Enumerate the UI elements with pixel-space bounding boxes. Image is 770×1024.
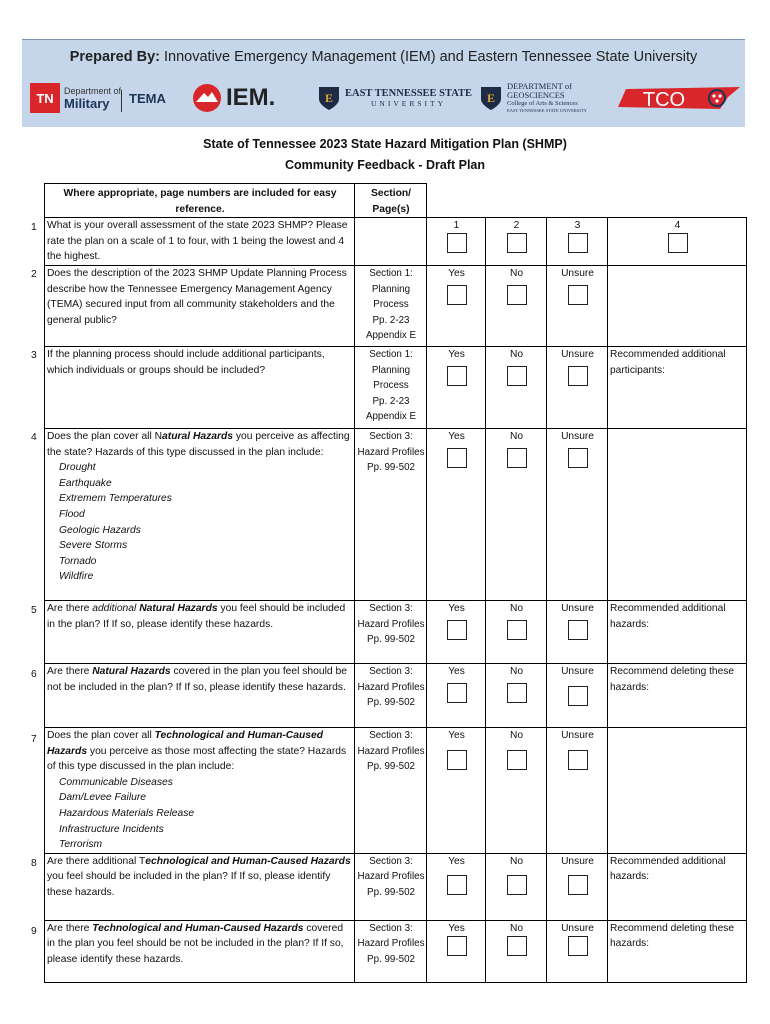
section-line: Hazard Profiles	[357, 681, 425, 693]
question-row-5	[45, 600, 747, 663]
no-label: No	[509, 430, 524, 442]
unsure-label: Unsure	[561, 665, 594, 677]
question-text: Does the description of the 2023 SHMP Update Planning Process describe how the Tennessee Emergency Management Agency (TEMA) secured input from all community stakeholders and the general public?	[45, 265, 355, 346]
unsure-label: Unsure	[561, 348, 594, 360]
question-row-2	[45, 265, 747, 346]
no-label: No	[509, 348, 524, 360]
yes-checkbox[interactable]	[447, 683, 467, 703]
no-checkbox[interactable]	[507, 936, 527, 956]
no-label: No	[509, 855, 524, 867]
section-cell	[355, 346, 427, 428]
yes-label: Yes	[448, 855, 465, 867]
geosciences-logo	[480, 78, 587, 118]
iem-mark-icon	[190, 82, 224, 114]
question-emphasis: Natural Hazards	[139, 602, 218, 614]
row-number-4: 4	[31, 432, 37, 443]
row-number-8: 8	[31, 858, 37, 869]
question-text-part: covered in the plan you feel should be not be included in the plan? If If so, please identify these hazards.	[47, 922, 344, 965]
question-text	[45, 853, 355, 920]
unsure-label: Unsure	[561, 602, 594, 614]
rating-3-cell	[547, 218, 608, 266]
yes-checkbox[interactable]	[447, 936, 467, 956]
question-text: What is your overall assessment of the state 2023 SHMP? Please rate the plan on a scale of 1 to four, with 1 being the lowest and 4 the highest.	[45, 218, 355, 266]
no-cell	[486, 600, 547, 663]
section-line: Hazard Profiles	[357, 871, 425, 883]
hazard-list-item: Extremem Temperatures	[59, 493, 172, 505]
yes-label: Yes	[448, 430, 465, 442]
no-checkbox[interactable]	[507, 750, 527, 770]
yes-cell	[427, 600, 486, 663]
unsure-cell	[547, 428, 608, 600]
question-text	[45, 428, 355, 600]
iem-logo	[190, 78, 275, 118]
hazard-list-item: Earthquake	[59, 477, 112, 489]
question-row-3	[45, 346, 747, 428]
no-label: No	[509, 267, 524, 279]
section-cell	[355, 663, 427, 727]
feedback-form-table	[44, 183, 747, 983]
question-text-part: Does the plan cover all	[47, 729, 155, 741]
no-label: No	[509, 602, 524, 614]
rating-3-checkbox[interactable]	[568, 233, 588, 253]
yes-cell	[427, 265, 486, 346]
yes-label: Yes	[448, 348, 465, 360]
unsure-cell	[547, 663, 608, 727]
hazard-list-item: Dam/Levee Failure	[59, 792, 146, 804]
tema-logo	[129, 78, 166, 118]
section-line: Process	[373, 299, 409, 311]
section-line: Pp. 99-502	[367, 761, 415, 773]
unsure-checkbox[interactable]	[568, 686, 588, 706]
question-text	[45, 600, 355, 663]
unsure-checkbox[interactable]	[568, 448, 588, 468]
question-text	[45, 920, 355, 982]
banner	[22, 40, 745, 127]
yes-cell	[427, 346, 486, 428]
hazard-list-item: Flood	[59, 508, 85, 520]
svg-text:E: E	[486, 91, 496, 105]
unsure-label: Unsure	[561, 855, 594, 867]
section-cell	[355, 265, 427, 346]
recommended-hazards-field[interactable]: Recommended additional hazards:	[608, 600, 747, 663]
recommended-hazards-field[interactable]: Recommended additional hazards:	[608, 853, 747, 920]
yes-cell	[427, 853, 486, 920]
yes-cell	[427, 663, 486, 727]
no-label: No	[509, 729, 524, 741]
yes-checkbox[interactable]	[447, 285, 467, 305]
section-cell	[355, 727, 427, 853]
svg-text:E: E	[324, 91, 334, 105]
logo-divider	[121, 90, 122, 112]
section-line: Section 1:	[369, 267, 413, 279]
rating-4-checkbox[interactable]	[668, 233, 688, 253]
no-cell	[486, 265, 547, 346]
unsure-label: Unsure	[561, 430, 594, 442]
rating-label: 1	[453, 220, 460, 232]
recommended-participants-field[interactable]: Recommended additional participants:	[608, 346, 747, 428]
document-title: State of Tennessee 2023 State Hazard Mitigation Plan (SHMP)	[203, 137, 567, 151]
no-checkbox[interactable]	[507, 285, 527, 305]
no-cell	[486, 853, 547, 920]
rating-1-checkbox[interactable]	[447, 233, 467, 253]
yes-label: Yes	[448, 602, 465, 614]
tn-badge: TN	[30, 83, 60, 113]
yes-checkbox[interactable]	[447, 366, 467, 386]
section-line: Pp. 2-23	[372, 314, 410, 326]
question-text-part: you feel should be included in the plan? If If so, please identify these hazards.	[47, 602, 346, 630]
yes-label: Yes	[448, 665, 465, 677]
hazard-list-item: Communicable Diseases	[59, 776, 173, 788]
no-checkbox[interactable]	[507, 875, 527, 895]
rating-label: 4	[674, 220, 681, 232]
row-number-6: 6	[31, 669, 37, 680]
section-cell	[355, 920, 427, 982]
rating-4-cell	[608, 218, 747, 266]
tco-text: TCO	[642, 89, 686, 111]
question-text: If the planning process should include additional participants, which individuals or groups should be included?	[45, 346, 355, 428]
rating-1-cell	[427, 218, 486, 266]
question-row-7	[45, 727, 747, 853]
tco-logo	[616, 78, 742, 118]
yes-checkbox[interactable]	[447, 448, 467, 468]
hazard-list-item: Tornado	[59, 555, 97, 567]
etsu-text	[345, 88, 472, 108]
section-line: Section 3:	[369, 430, 413, 442]
question-text-part: Are there additional T	[47, 855, 146, 867]
logo-strip	[22, 78, 745, 122]
question-emphasis: Natural Hazards	[92, 665, 171, 677]
section-line: Hazard Profiles	[357, 618, 425, 630]
tennessee-state-shape-icon	[616, 83, 742, 113]
yes-checkbox[interactable]	[447, 620, 467, 640]
unsure-checkbox[interactable]	[568, 936, 588, 956]
geo-line1: DEPARTMENT of	[507, 81, 572, 91]
no-checkbox[interactable]	[507, 620, 527, 640]
section-line: Hazard Profiles	[357, 745, 425, 757]
question-text-part: covered in the plan you feel should be not be included in the plan? If If so, please identify these hazards.	[47, 665, 347, 693]
unsure-cell	[547, 265, 608, 346]
hazard-list-item: Wildfire	[59, 571, 94, 583]
no-cell	[486, 920, 547, 982]
geo-line4: EAST TENNESSEE STATE UNIVERSITY	[507, 108, 587, 113]
no-label: No	[509, 665, 524, 677]
dept-military-text	[64, 86, 121, 111]
section-line: Hazard Profiles	[357, 938, 425, 950]
question-text-part: Are there	[47, 602, 93, 614]
question-text-part: Does the plan cover all N	[47, 430, 163, 442]
document-subtitle: Community Feedback - Draft Plan	[284, 158, 486, 172]
section-line: Pp. 2-23	[372, 395, 410, 407]
section-line: Section 1:	[369, 348, 413, 360]
row-number-3: 3	[31, 350, 37, 361]
question-emphasis: Technological and Human-Caused Hazards	[92, 922, 304, 934]
hazard-list-item: Hazardous Materials Release	[59, 807, 195, 819]
unsure-label: Unsure	[561, 729, 594, 741]
question-text-part: you feel should be included in the plan? If If so, please identify these hazards.	[47, 871, 331, 898]
unsure-cell	[547, 853, 608, 920]
hazard-list-item: Severe Storms	[59, 540, 128, 552]
row-number-9: 9	[31, 926, 37, 937]
no-cell	[486, 663, 547, 727]
row-number-5: 5	[31, 605, 37, 616]
hazard-list-item: Infrastructure Incidents	[59, 823, 164, 835]
geo-text	[507, 82, 587, 114]
section-line: Section 3:	[369, 729, 413, 741]
question-text	[45, 663, 355, 727]
section-line: Section 3:	[369, 602, 413, 614]
no-checkbox[interactable]	[507, 366, 527, 386]
rating-2-cell	[486, 218, 547, 266]
geo-shield-icon	[480, 85, 502, 111]
section-line: Pp. 99-502	[367, 886, 415, 898]
section-line: Hazard Profiles	[357, 446, 425, 458]
unsure-label: Unsure	[561, 922, 594, 934]
question-row-9	[45, 920, 747, 982]
tema-text: TEMA	[129, 90, 166, 106]
military-text: Military	[64, 95, 110, 111]
section-line: Section 3:	[369, 922, 413, 934]
yes-label: Yes	[448, 267, 465, 279]
unsure-checkbox[interactable]	[568, 875, 588, 895]
section-line: Section 3:	[369, 855, 413, 867]
prepared-label: Prepared By:	[69, 49, 160, 65]
yes-cell	[427, 428, 486, 600]
tn-military-logo	[30, 78, 121, 118]
yes-cell	[427, 920, 486, 982]
question-emphasis: echnological and Human-Caused Hazards	[145, 855, 351, 867]
section-line: Pp. 99-502	[367, 462, 415, 474]
unsure-checkbox[interactable]	[568, 750, 588, 770]
question-header: Where appropriate, page numbers are included for easy reference.	[45, 184, 355, 218]
geo-line3: College of Arts & Sciences	[507, 100, 578, 107]
etsu-line1: EAST TENNESSEE STATE	[345, 88, 473, 99]
section-line: Process	[373, 380, 409, 392]
row-number-1: 1	[31, 222, 37, 233]
section-line: Appendix E	[365, 411, 417, 423]
rating-label: 3	[574, 220, 581, 232]
yes-checkbox[interactable]	[447, 875, 467, 895]
unsure-cell	[547, 920, 608, 982]
etsu-line2: UNIVERSITY	[371, 99, 447, 108]
yes-checkbox[interactable]	[447, 750, 467, 770]
prepared-by	[22, 49, 745, 65]
section-line: Section 3:	[369, 665, 413, 677]
hazard-list-item: Geologic Hazards	[59, 524, 141, 536]
iem-text: IEM.	[226, 84, 276, 111]
question-text-part: you perceive as affecting the state? Hazards of this type discussed in the plan include:	[47, 430, 350, 458]
unsure-checkbox[interactable]	[568, 366, 588, 386]
rating-label: 2	[513, 220, 520, 232]
unsure-checkbox[interactable]	[568, 285, 588, 305]
section-cell	[355, 600, 427, 663]
row-number-7: 7	[31, 734, 37, 745]
section-line: Planning	[371, 283, 411, 295]
prepared-text: Innovative Emergency Management (IEM) and Eastern Tennessee State University	[164, 49, 698, 65]
question-text	[45, 727, 355, 853]
dept-text: Department of	[64, 85, 122, 96]
no-label: No	[509, 922, 524, 934]
rating-2-checkbox[interactable]	[507, 233, 527, 253]
geo-line2: GEOSCIENCES	[507, 90, 565, 100]
unsure-cell	[547, 346, 608, 428]
no-checkbox[interactable]	[507, 448, 527, 468]
yes-cell	[427, 727, 486, 853]
question-text-part: Are there	[47, 922, 93, 934]
table-header-row	[45, 184, 747, 218]
question-row-1	[45, 218, 747, 266]
unsure-checkbox[interactable]	[568, 620, 588, 640]
section-line: Pp. 99-502	[367, 697, 415, 709]
row-number-2: 2	[31, 269, 37, 280]
question-emphasis: Technological and Human-Caused Hazards	[47, 729, 324, 757]
yes-label: Yes	[448, 729, 465, 741]
section-line: Pp. 99-502	[367, 953, 415, 965]
section-line: Pp. 99-502	[367, 634, 415, 646]
section-line: Appendix E	[365, 330, 417, 342]
deleting-hazards-field[interactable]: Recommend deleting these hazards:	[608, 663, 747, 727]
deleting-hazards-field[interactable]: Recommend deleting these hazards:	[608, 920, 747, 982]
no-cell	[486, 727, 547, 853]
unsure-cell	[547, 600, 608, 663]
question-emphasis: additional	[92, 602, 137, 614]
no-checkbox[interactable]	[507, 683, 527, 703]
etsu-logo	[318, 78, 472, 118]
no-cell	[486, 428, 547, 600]
hazard-list-item: Terrorism	[59, 839, 103, 851]
question-row-6	[45, 663, 747, 727]
unsure-cell	[547, 727, 608, 853]
etsu-shield-icon	[318, 85, 340, 111]
unsure-label: Unsure	[561, 267, 594, 279]
question-row-8	[45, 853, 747, 920]
yes-label: Yes	[448, 922, 465, 934]
section-cell	[355, 853, 427, 920]
hazard-list-item: Drought	[59, 462, 96, 474]
section-header: Section/ Page(s)	[355, 184, 427, 218]
question-text-part: Are there	[47, 665, 93, 677]
section-cell	[355, 428, 427, 600]
question-row-4	[45, 428, 747, 600]
no-cell	[486, 346, 547, 428]
question-text-part: you perceive as those most affecting the state? Hazards of this type discussed in the plan include:	[47, 745, 347, 773]
question-emphasis: atural Hazards	[162, 430, 234, 442]
section-line: Planning	[371, 364, 411, 376]
